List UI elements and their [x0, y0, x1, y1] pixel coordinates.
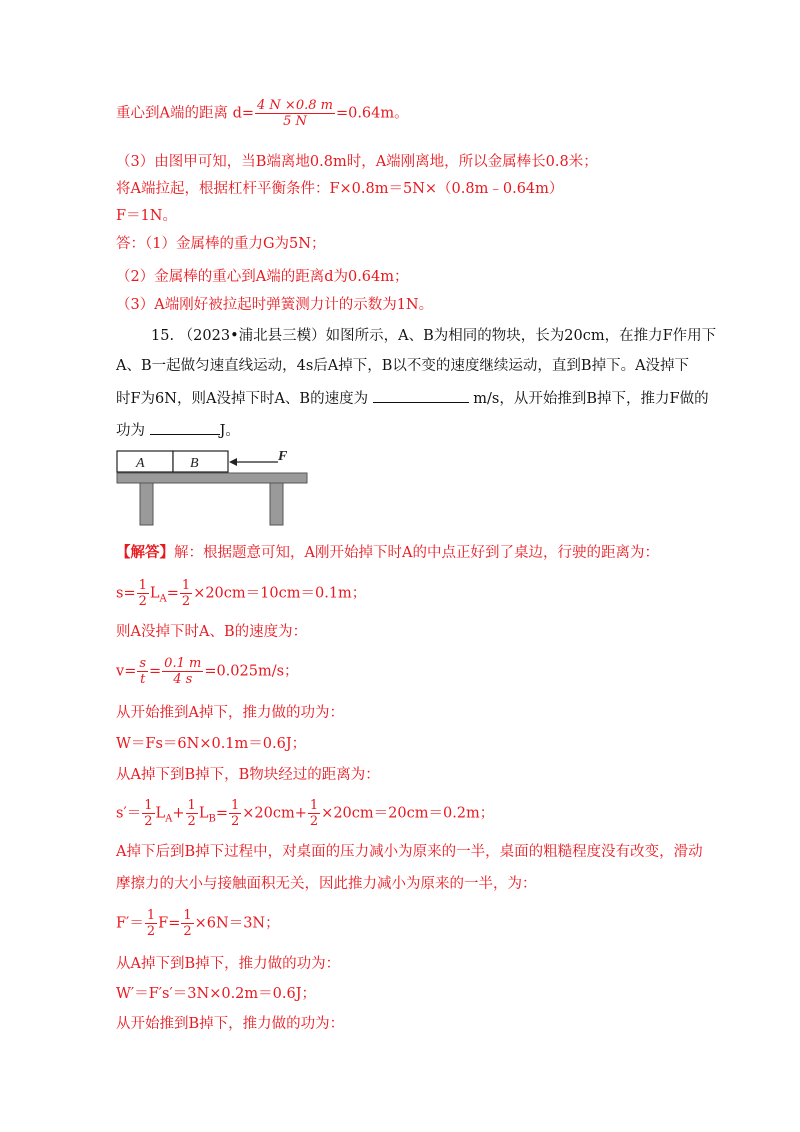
solution-work-a: W＝Fs＝6N×0.1m＝0.6J；	[116, 736, 307, 752]
table-leg-right	[270, 483, 283, 525]
solution-text-work-b: 从A掉下到B掉下，推力做的功为：	[116, 956, 341, 972]
table-top	[117, 473, 307, 483]
answer-blank-work[interactable]	[150, 420, 220, 435]
solution-text-friction-1: A掉下后到B掉下过程中，对桌面的压力减小为原来的一半，桌面的粗糙程度没有改变，滑动	[116, 844, 703, 860]
fraction: $\frac{0.1 m}{4 s}$	[164, 656, 202, 687]
fraction: $\frac{s}{t}$	[139, 656, 147, 687]
answer-line-center-of-gravity	[116, 98, 409, 129]
solution-text-total-work: 从开始推到B掉下，推力做的功为：	[116, 1016, 345, 1032]
table-leg-left	[140, 483, 153, 525]
solution-force-half: F′＝ $\frac{1}{2}$ F= $\frac{1}{2}$ ×6N＝3N；	[116, 908, 280, 939]
fraction: $\frac{1}{2}$	[144, 798, 153, 829]
solution-tag: 【解答】	[116, 544, 174, 561]
solution-distance-a: s= $\frac{1}{2}$ $L_A=$ $\frac{1}{2}$ ×20cm＝10cm＝0.1m；	[116, 578, 367, 609]
solution-text-distance-b: 从A掉下到B掉下，B物块经过的距离为：	[116, 767, 380, 783]
fraction: $\frac{1}{2}$	[138, 578, 147, 609]
fraction: $\frac{1}{2}$	[187, 798, 196, 829]
block-a	[117, 451, 173, 472]
answer-line-lever: 将A端拉起，根据杠杆平衡条件：F×0.8m＝5N×（0.8m﹣0.64m）	[116, 181, 564, 197]
fraction: $\frac{1}{2}$	[309, 798, 319, 829]
question-line-2: A、B一起做匀速直线运动，4s后A掉下，B以不变的速度继续运动，直到B掉下。A没掉下	[116, 358, 690, 374]
solution-heading: 【解答】解：根据题意可知，A刚开始掉下时A的中点正好到了桌边，行驶的距离为：	[116, 544, 659, 561]
text-suffix: =0.64m。	[335, 105, 409, 122]
answer-blank-speed[interactable]	[373, 388, 469, 403]
solution-distance-b: s′＝ $\frac{1}{2}$ $L_A+$ $\frac{1}{2}$ $L_B=$ $\frac{1}{2}$ ×20cm+ $\frac{1}{2}$ ×20cm＝20cm＝0.2m；	[116, 798, 495, 829]
label-f: F	[278, 449, 288, 464]
label-b: B	[190, 456, 199, 471]
answer-summary-1: 答：（1）金属棒的重力G为5N；	[116, 236, 326, 252]
fraction: $\frac{4 N \times 0.8 m}{5 N}$	[257, 98, 333, 129]
force-arrow-head	[229, 458, 237, 466]
question-line-3: 时F为6N，则A没掉下时A、B的速度为 m/s，从开始推到B掉下，推力F做的	[116, 388, 709, 409]
solution-text-speed: 则A没掉下时A、B的速度为：	[116, 624, 308, 640]
answer-summary-3: （3）A端刚好被拉起时弹簧测力计的示数为1N。	[116, 297, 434, 313]
question-line-1: 15. （2023•浦北县三模）如图所示，A、B为相同的物块，长为20cm，在推力F作用下	[151, 328, 717, 344]
answer-summary-2: （2）金属棒的重心到A端的距离d为0.64m；	[116, 269, 409, 285]
fraction: $\frac{1}{2}$	[181, 578, 191, 609]
block-b	[173, 451, 228, 472]
fraction: $\frac{1}{2}$	[230, 798, 240, 829]
answer-line-force: F＝1N。	[116, 208, 177, 224]
solution-speed: v= $\frac{s}{t}$ = $\frac{0.1 m}{4 s}$ =0.025m/s；	[116, 656, 299, 687]
fraction: $\frac{1}{2}$	[146, 908, 156, 939]
answer-line-3: （3）由图甲可知，当B端离地0.8m时，A端刚离地，所以金属棒长0.8米；	[116, 154, 598, 170]
fraction: $\frac{1}{2}$	[183, 908, 192, 939]
blocks-on-table-diagram	[116, 447, 316, 529]
label-a: A	[136, 456, 145, 471]
solution-work-b: W′＝F′s′＝3N×0.2m＝0.6J；	[116, 986, 317, 1002]
question-line-4: 功为 J。	[116, 420, 240, 441]
solution-text-friction-2: 摩擦力的大小与接触面积无关，因此推力减小为原来的一半，为：	[116, 876, 537, 892]
text-prefix: 重心到A端的距离 d=	[116, 105, 255, 122]
solution-text-work-a: 从开始推到A掉下，推力做的功为：	[116, 705, 344, 721]
